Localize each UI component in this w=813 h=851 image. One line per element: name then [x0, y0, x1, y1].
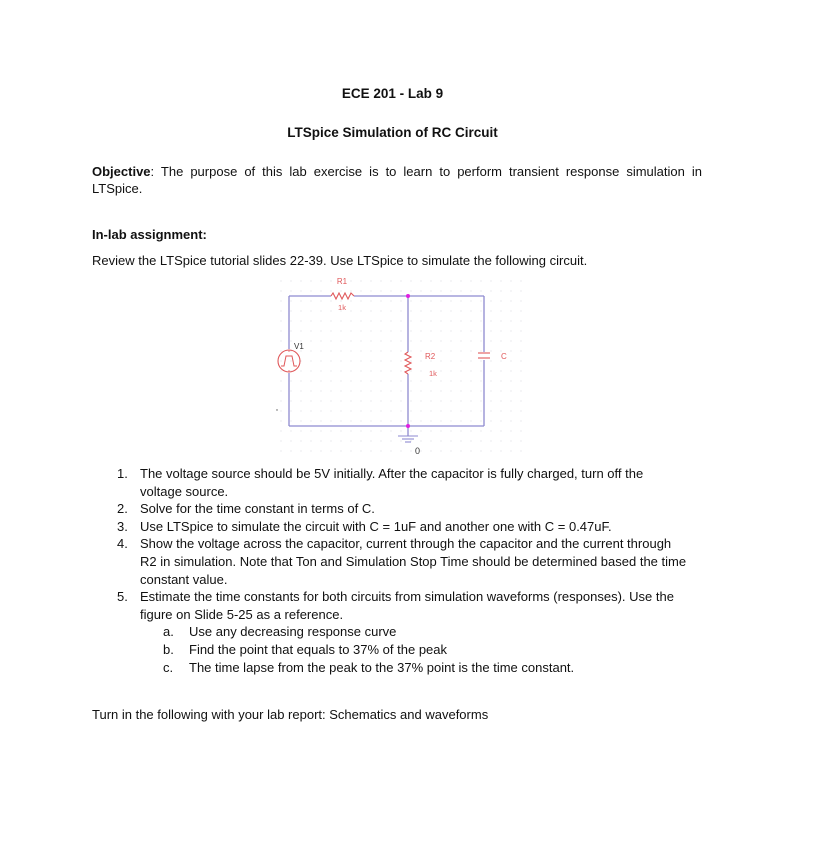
- junction-node-bottom: [406, 424, 410, 428]
- steps-list: [117, 465, 687, 676]
- inlab-heading: In-lab assignment:: [92, 227, 207, 242]
- r2-name-label: R2: [425, 352, 436, 361]
- step-number: 3.: [117, 518, 128, 534]
- r1-name-label: R1: [336, 277, 348, 286]
- step-number: 4.: [117, 536, 128, 552]
- substep-text: Use any decreasing response curve: [189, 624, 397, 640]
- step-text: The voltage source should be 5V initially. After the capacitor is fully charged, turn off the voltage source.: [140, 466, 644, 499]
- step-text: Estimate the time constants for both circuits from simulation waveforms (responses). Use the figure on Slide 5-25 as a reference.: [140, 589, 674, 622]
- list-item: [117, 500, 687, 518]
- list-item: [117, 465, 687, 500]
- substep-text: The time lapse from the peak to the 37% point is the time constant.: [189, 659, 575, 675]
- substep-letter: a.: [163, 624, 174, 640]
- turn-in-instructions: Turn in the following with your lab report: Schematics and waveforms: [92, 707, 489, 722]
- substep-letter: c.: [163, 659, 174, 675]
- step-number: 1.: [117, 466, 128, 481]
- sub-list-item: [163, 641, 687, 659]
- substep-letter: b.: [163, 641, 174, 657]
- schematic-grid: [275, 275, 525, 455]
- step-text: Solve for the time constant in terms of C.: [140, 501, 375, 517]
- objective-label: Objective: [92, 164, 151, 179]
- course-title: ECE 201 - Lab 9: [341, 86, 444, 101]
- step-text: Use LTSpice to simulate the circuit with C = 1uF and another one with C = 0.47uF.: [140, 518, 612, 534]
- step-number: 2.: [117, 501, 128, 517]
- ground-node-label: 0: [415, 446, 421, 456]
- substep-text: Find the point that equals to 37% of the peak: [189, 641, 448, 657]
- objective-text: : The purpose of this lab exercise is to learn to perform transient response simulation in LTSpice.: [92, 164, 702, 196]
- list-item: [117, 588, 687, 623]
- sub-list-item: [163, 659, 687, 677]
- junction-node-top: [406, 294, 410, 298]
- objective-paragraph: [92, 163, 702, 197]
- rc-circuit-schematic: [270, 270, 530, 460]
- v1-name-label: V1: [294, 342, 304, 351]
- sub-list-item: [163, 623, 687, 641]
- capacitor-name-label: C: [501, 352, 507, 361]
- stray-mark: [276, 409, 277, 410]
- step-text: Show the voltage across the capacitor, current through the capacitor and the current through R2 in simulation. Note that Ton and Simulation Stop Time should be determined based the time constant value.: [140, 536, 687, 587]
- r2-value-label: 1k: [429, 369, 437, 378]
- r1-value-label: 1k: [338, 303, 346, 312]
- list-item: [117, 535, 687, 588]
- lab-title: LTSpice Simulation of RC Circuit: [287, 125, 498, 140]
- list-item: [117, 518, 687, 536]
- inlab-intro: Review the LTSpice tutorial slides 22-39. Use LTSpice to simulate the following circuit.: [92, 253, 588, 268]
- step-number: 5.: [117, 589, 128, 605]
